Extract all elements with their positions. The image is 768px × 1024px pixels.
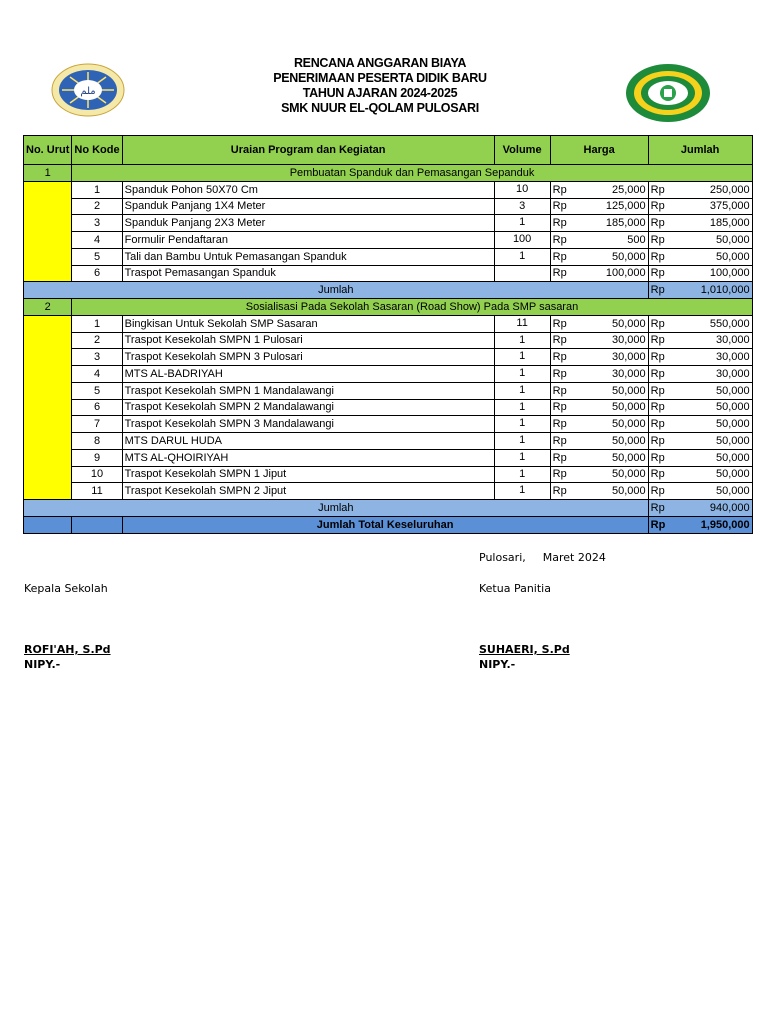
table-row <box>24 215 753 232</box>
item-volume: 1 <box>494 433 550 450</box>
item-jumlah: 30,000 <box>672 366 752 383</box>
left-signatory-nip: NIPY.- <box>24 658 61 671</box>
item-kode: 3 <box>72 215 122 232</box>
item-volume <box>494 265 550 282</box>
item-kode: 2 <box>72 198 122 215</box>
item-kode: 10 <box>72 466 122 483</box>
item-jumlah: 50,000 <box>672 466 752 483</box>
item-kode: 1 <box>72 315 122 332</box>
item-harga: 50,000 <box>574 466 648 483</box>
item-uraian: MTS DARUL HUDA <box>122 433 494 450</box>
item-harga: 100,000 <box>574 265 648 282</box>
table-row <box>24 433 753 450</box>
title-line-4: SMK NUUR EL-QOLAM PULOSARI <box>281 101 479 115</box>
item-jumlah: 250,000 <box>672 181 752 198</box>
section-number-spacer <box>24 181 72 282</box>
grand-total-row <box>24 516 753 533</box>
item-harga: 50,000 <box>574 382 648 399</box>
item-harga: 30,000 <box>574 349 648 366</box>
table-row <box>24 248 753 265</box>
grand-total-currency: Rp <box>648 516 672 533</box>
item-uraian: Traspot Kesekolah SMPN 2 Mandalawangi <box>122 399 494 416</box>
item-uraian: Spanduk Panjang 2X3 Meter <box>122 215 494 232</box>
title-line-1: RENCANA ANGGARAN BIAYA <box>293 56 467 70</box>
item-kode: 2 <box>72 332 122 349</box>
item-jumlah-currency: Rp <box>648 466 672 483</box>
header-jumlah: Jumlah <box>648 136 752 165</box>
item-harga-currency: Rp <box>550 399 574 416</box>
item-jumlah-currency: Rp <box>648 315 672 332</box>
item-uraian: Traspot Pemasangan Spanduk <box>122 265 494 282</box>
item-harga: 125,000 <box>574 198 648 215</box>
item-volume: 1 <box>494 382 550 399</box>
item-jumlah-currency: Rp <box>648 332 672 349</box>
item-jumlah: 50,000 <box>672 449 752 466</box>
table-row <box>24 382 753 399</box>
right-role: Ketua Panitia <box>479 582 551 595</box>
item-jumlah-currency: Rp <box>648 265 672 282</box>
section-number: 1 <box>24 165 72 182</box>
item-harga-currency: Rp <box>550 433 574 450</box>
item-volume: 3 <box>494 198 550 215</box>
grand-total-value: 1,950,000 <box>672 516 752 533</box>
item-harga: 50,000 <box>574 483 648 500</box>
item-jumlah-currency: Rp <box>648 483 672 500</box>
subtotal-label: Jumlah <box>24 500 649 517</box>
section-number-spacer <box>24 315 72 499</box>
item-harga: 50,000 <box>574 449 648 466</box>
subtotal-currency: Rp <box>648 282 672 299</box>
item-uraian: Traspot Kesekolah SMPN 2 Jiput <box>122 483 494 500</box>
left-signatory-name: ROFI'AH, S.Pd <box>24 643 111 656</box>
item-kode: 3 <box>72 349 122 366</box>
table-row <box>24 315 753 332</box>
table-row <box>24 232 753 249</box>
header-harga: Harga <box>550 136 648 165</box>
item-kode: 6 <box>72 265 122 282</box>
item-kode: 7 <box>72 416 122 433</box>
section-header-row <box>24 299 753 316</box>
right-signatory-nip: NIPY.- <box>479 658 516 671</box>
grand-total-label: Jumlah Total Keseluruhan <box>122 516 648 533</box>
table-row <box>24 483 753 500</box>
item-jumlah-currency: Rp <box>648 248 672 265</box>
table-row <box>24 366 753 383</box>
item-volume: 1 <box>494 215 550 232</box>
school-logo <box>624 62 712 129</box>
item-harga-currency: Rp <box>550 466 574 483</box>
item-jumlah-currency: Rp <box>648 198 672 215</box>
table-row <box>24 399 753 416</box>
item-harga-currency: Rp <box>550 198 574 215</box>
grand-total-spacer <box>24 516 72 533</box>
item-uraian: Traspot Kesekolah SMPN 1 Mandalawangi <box>122 382 494 399</box>
item-kode: 5 <box>72 382 122 399</box>
item-jumlah-currency: Rp <box>648 449 672 466</box>
item-volume: 10 <box>494 181 550 198</box>
item-harga: 50,000 <box>574 399 648 416</box>
header-volume: Volume <box>494 136 550 165</box>
item-uraian: Formulir Pendaftaran <box>122 232 494 249</box>
item-harga: 185,000 <box>574 215 648 232</box>
item-jumlah: 30,000 <box>672 349 752 366</box>
item-kode: 4 <box>72 232 122 249</box>
item-uraian: MTS AL-BADRIYAH <box>122 366 494 383</box>
item-uraian: Traspot Kesekolah SMPN 3 Mandalawangi <box>122 416 494 433</box>
section-title: Pembuatan Spanduk dan Pemasangan Sepanduk <box>72 165 752 182</box>
signature-date: Maret 2024 <box>542 551 606 564</box>
item-jumlah-currency: Rp <box>648 232 672 249</box>
item-kode: 6 <box>72 399 122 416</box>
item-volume: 1 <box>494 248 550 265</box>
item-jumlah-currency: Rp <box>648 215 672 232</box>
budget-table <box>23 135 753 534</box>
item-harga-currency: Rp <box>550 232 574 249</box>
item-harga-currency: Rp <box>550 366 574 383</box>
right-signatory-name: SUHAERI, S.Pd <box>479 643 570 656</box>
item-jumlah: 50,000 <box>672 382 752 399</box>
item-kode: 5 <box>72 248 122 265</box>
item-jumlah-currency: Rp <box>648 349 672 366</box>
item-uraian: Traspot Kesekolah SMPN 3 Pulosari <box>122 349 494 366</box>
school-foundation-logo <box>50 62 126 123</box>
table-row <box>24 466 753 483</box>
item-uraian: Spanduk Pohon 50X70 Cm <box>122 181 494 198</box>
item-kode: 4 <box>72 366 122 383</box>
table-row <box>24 265 753 282</box>
table-row <box>24 416 753 433</box>
subtotal-label: Jumlah <box>24 282 649 299</box>
item-kode: 1 <box>72 181 122 198</box>
item-harga: 30,000 <box>574 332 648 349</box>
subtotal-row <box>24 500 753 517</box>
item-harga: 50,000 <box>574 315 648 332</box>
item-harga: 25,000 <box>574 181 648 198</box>
table-header-row <box>24 136 753 165</box>
grand-total-spacer <box>72 516 122 533</box>
item-jumlah: 50,000 <box>672 433 752 450</box>
item-harga-currency: Rp <box>550 382 574 399</box>
item-jumlah-currency: Rp <box>648 181 672 198</box>
item-jumlah: 550,000 <box>672 315 752 332</box>
subtotal-value: 1,010,000 <box>672 282 752 299</box>
item-uraian: MTS AL-QHOIRIYAH <box>122 449 494 466</box>
item-jumlah-currency: Rp <box>648 416 672 433</box>
table-row <box>24 349 753 366</box>
item-harga-currency: Rp <box>550 181 574 198</box>
left-role: Kepala Sekolah <box>24 582 108 595</box>
item-volume: 1 <box>494 349 550 366</box>
table-row <box>24 449 753 466</box>
subtotal-value: 940,000 <box>672 500 752 517</box>
item-volume: 100 <box>494 232 550 249</box>
item-volume: 1 <box>494 399 550 416</box>
item-harga-currency: Rp <box>550 349 574 366</box>
item-jumlah: 50,000 <box>672 248 752 265</box>
item-harga-currency: Rp <box>550 265 574 282</box>
item-jumlah-currency: Rp <box>648 433 672 450</box>
item-jumlah: 50,000 <box>672 232 752 249</box>
subtotal-currency: Rp <box>648 500 672 517</box>
item-jumlah: 375,000 <box>672 198 752 215</box>
table-row <box>24 198 753 215</box>
section-title: Sosialisasi Pada Sekolah Sasaran (Road Show) Pada SMP sasaran <box>72 299 752 316</box>
item-harga: 50,000 <box>574 416 648 433</box>
item-kode: 9 <box>72 449 122 466</box>
item-harga-currency: Rp <box>550 215 574 232</box>
item-harga-currency: Rp <box>550 332 574 349</box>
item-harga: 30,000 <box>574 366 648 383</box>
table-row <box>24 181 753 198</box>
header-no-urut: No. Urut <box>24 136 72 165</box>
title-line-2: PENERIMAAN PESERTA DIDIK BARU <box>273 71 487 85</box>
item-jumlah-currency: Rp <box>648 366 672 383</box>
item-jumlah: 100,000 <box>672 265 752 282</box>
item-jumlah: 50,000 <box>672 483 752 500</box>
item-volume: 11 <box>494 315 550 332</box>
item-jumlah-currency: Rp <box>648 382 672 399</box>
title-line-3: TAHUN AJARAN 2024-2025 <box>302 86 458 100</box>
subtotal-row <box>24 282 753 299</box>
signature-place-date <box>479 551 606 564</box>
document-title <box>180 56 580 116</box>
item-volume: 1 <box>494 332 550 349</box>
header-uraian: Uraian Program dan Kegiatan <box>122 136 494 165</box>
item-harga-currency: Rp <box>550 449 574 466</box>
item-jumlah: 30,000 <box>672 332 752 349</box>
item-volume: 1 <box>494 483 550 500</box>
item-jumlah-currency: Rp <box>648 399 672 416</box>
item-harga-currency: Rp <box>550 416 574 433</box>
section-header-row <box>24 165 753 182</box>
item-kode: 8 <box>72 433 122 450</box>
budget-table-body <box>24 136 753 534</box>
item-uraian: Tali dan Bambu Untuk Pemasangan Spanduk <box>122 248 494 265</box>
item-volume: 1 <box>494 416 550 433</box>
item-jumlah: 50,000 <box>672 399 752 416</box>
item-uraian: Bingkisan Untuk Sekolah SMP Sasaran <box>122 315 494 332</box>
item-harga-currency: Rp <box>550 315 574 332</box>
item-harga-currency: Rp <box>550 248 574 265</box>
item-jumlah: 50,000 <box>672 416 752 433</box>
item-harga: 50,000 <box>574 433 648 450</box>
item-volume: 1 <box>494 366 550 383</box>
svg-text:ﻣﻠﻢ: ﻣﻠﻢ <box>80 86 96 97</box>
item-uraian: Traspot Kesekolah SMPN 1 Jiput <box>122 466 494 483</box>
item-harga: 50,000 <box>574 248 648 265</box>
item-volume: 1 <box>494 449 550 466</box>
item-uraian: Spanduk Panjang 1X4 Meter <box>122 198 494 215</box>
table-row <box>24 332 753 349</box>
item-harga-currency: Rp <box>550 483 574 500</box>
item-harga: 500 <box>574 232 648 249</box>
header-no-kode: No Kode <box>72 136 122 165</box>
signature-place: Pulosari, <box>479 551 526 564</box>
item-uraian: Traspot Kesekolah SMPN 1 Pulosari <box>122 332 494 349</box>
item-volume: 1 <box>494 466 550 483</box>
document-header <box>0 52 768 132</box>
item-jumlah: 185,000 <box>672 215 752 232</box>
item-kode: 11 <box>72 483 122 500</box>
section-number: 2 <box>24 299 72 316</box>
